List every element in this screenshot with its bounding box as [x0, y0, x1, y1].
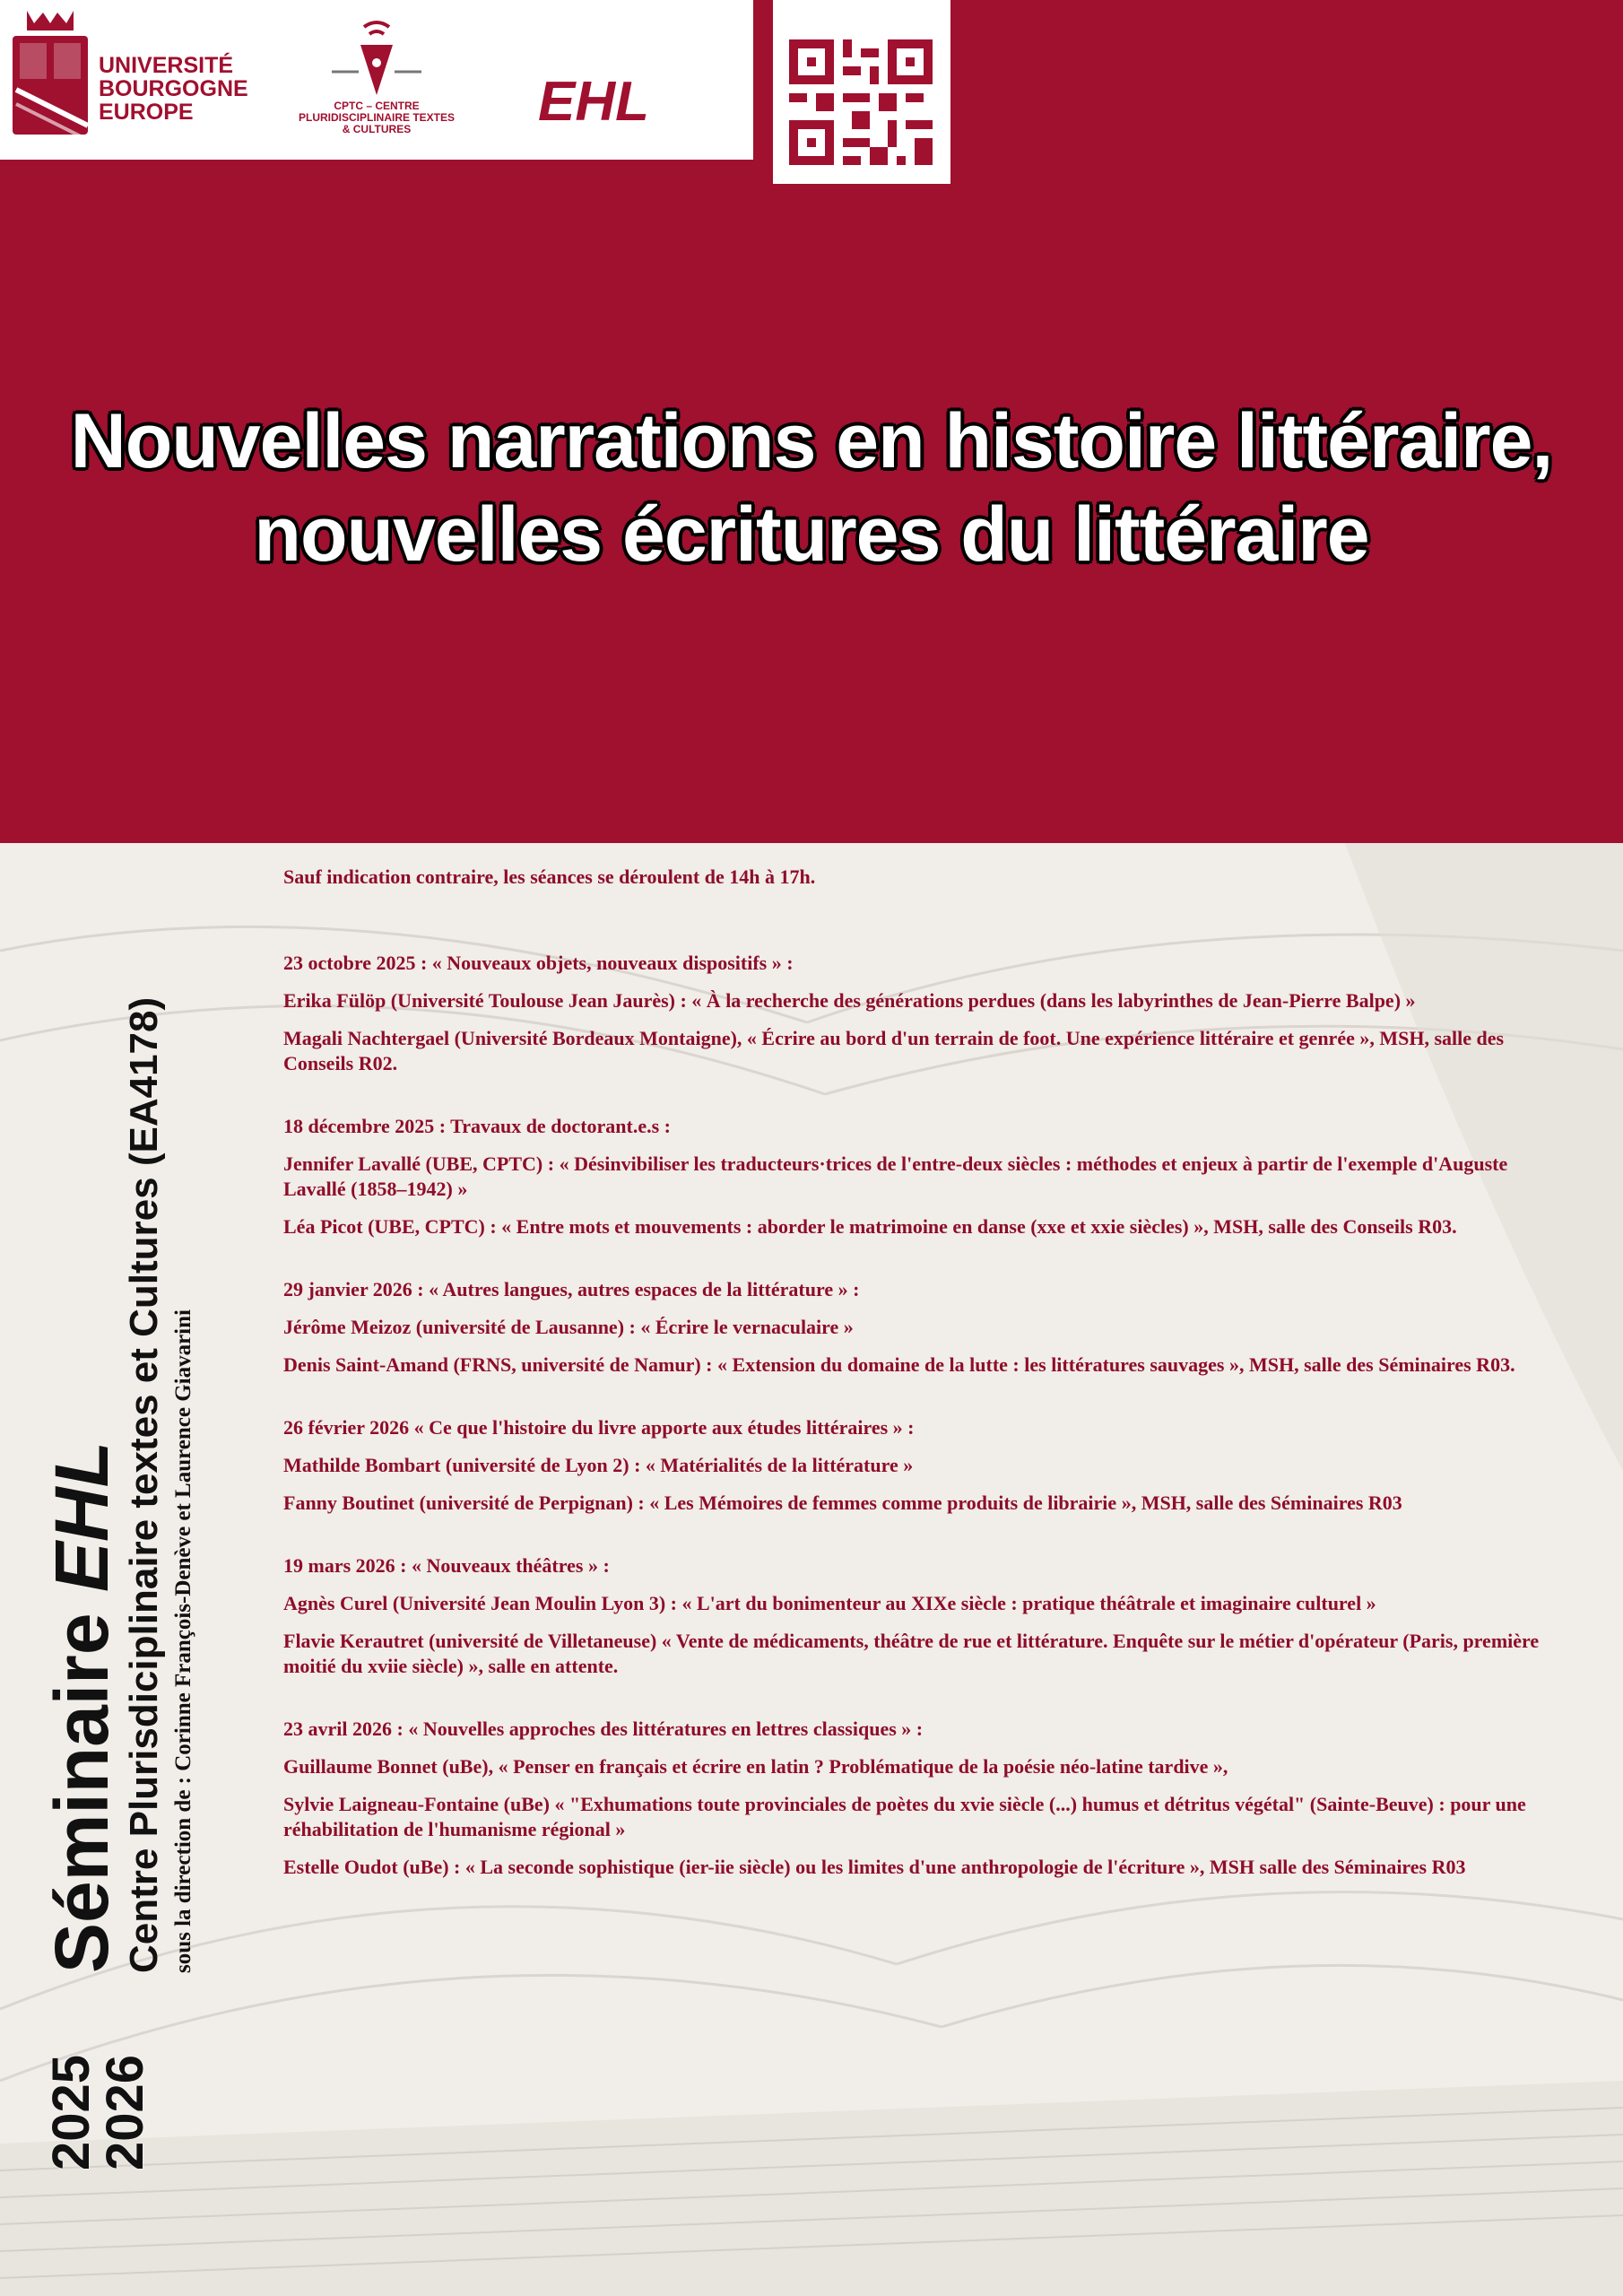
qr-code[interactable]: [773, 0, 950, 184]
talk-item: Denis Saint-Amand (FRNS, université de Namur) : « Extension du domaine de la lutte : les littératures sauvages », MSH, salle des Séminaires R03.: [283, 1353, 1515, 1376]
poster-title: [54, 395, 1569, 581]
seminar-word: Séminaire: [39, 1592, 124, 1973]
session-item: [283, 1415, 1575, 1516]
vertical-sidebar: [36, 735, 215, 2170]
crown-crest-icon: [7, 7, 93, 142]
schedule-note: Sauf indication contraire, les séances se déroulent de 14h à 17h.: [283, 865, 816, 888]
title-line-2: nouvelles écritures du littéraire: [254, 491, 1369, 578]
talk-item: Flavie Kerautret (université de Villetaneuse) « Vente de médicaments, théâtre de rue et littérature. Enquête sur le métier d'opérateur (Paris, première moitié du xviie siècle) », salle en attente.: [283, 1630, 1540, 1677]
talk-item: Agnès Curel (Université Jean Moulin Lyon 3) : « L'art du bonimenteur au XIXe siècle : pratique théâtrale et imaginaire culturel »: [283, 1592, 1376, 1614]
talk-item: Léa Picot (UBE, CPTC) : « Entre mots et mouvements : aborder le matrimoine en danse (xxe et xxie siècles) », MSH, salle des Conseils R03.: [283, 1215, 1457, 1238]
session-date: 23 octobre 2025 : « Nouveaux objets, nouveaux dispositifs » :: [283, 952, 794, 974]
talk-item: Magali Nachtergael (Université Bordeaux Montaigne), « Écrire au bord d'un terrain de foot. Une expérience littéraire et genrée », MSH, salle des Conseils R02.: [283, 1027, 1505, 1074]
session-item: [283, 1277, 1575, 1378]
session-item: [283, 1553, 1575, 1679]
programme: [283, 865, 1575, 1918]
title-line-1: Nouvelles narrations en histoire littéraire,: [70, 398, 1553, 484]
session-date: 29 janvier 2026 : « Autres langues, autres espaces de la littérature » :: [283, 1278, 860, 1300]
session-item: [283, 951, 1575, 1076]
talk-item: Mathilde Bombart (université de Lyon 2) : « Matérialités de la littérature »: [283, 1454, 914, 1476]
talk-item: Guillaume Bonnet (uBe), « Penser en français et écrire en latin ? Problématique de la poésie néo-latine tardive »,: [283, 1755, 1228, 1778]
talk-item: Fanny Boutinet (université de Perpignan) : « Les Mémoires de femmes comme produits de librairie », MSH, salle des Séminaires R03: [283, 1492, 1402, 1514]
session-date: 19 mars 2026 : « Nouveaux théâtres » :: [283, 1554, 610, 1577]
logo-bar: [0, 0, 753, 160]
seminar-ehl: EHL: [39, 1441, 124, 1593]
centre-name: Centre Plurisdiciplinaire textes et Cultures (EA4178): [122, 996, 166, 1973]
talk-item: Erika Fülöp (Université Toulouse Jean Jaurès) : « À la recherche des générations perdues (dans les labyrinthes de Jean-Pierre Balpe) »: [283, 989, 1416, 1012]
year-end: 2026: [96, 2054, 154, 2170]
year-start: 2025: [42, 2054, 100, 2170]
talk-item: Sylvie Laigneau-Fontaine (uBe) « "Exhumations toute provinciales de poètes du xvie siècle (...) humus et détritus végétal" (Sainte-Beuve) : pour une réhabilitation de l'humanisme régional »: [283, 1793, 1526, 1840]
years-badge: [42, 2054, 154, 2170]
direction-line: sous la direction de : Corinne François-Denève et Laurence Giavarini: [171, 1309, 195, 1973]
ehl-logo: EHL: [538, 71, 649, 133]
qr-code-icon: [789, 39, 933, 165]
cptc-name: CPTC – CENTRE PLURIDISCIPLINAIRE TEXTES & CULTURES: [298, 100, 456, 135]
university-name: UNIVERSITÉ BOURGOGNE EUROPE: [99, 53, 248, 125]
session-item: [283, 1717, 1575, 1880]
university-logo: [7, 7, 276, 142]
seminar-heading: [41, 1441, 122, 1973]
session-date: 18 décembre 2025 : Travaux de doctorant.e.s :: [283, 1115, 671, 1137]
talk-item: Jennifer Lavallé (UBE, CPTC) : « Désinvibiliser les traducteurs·trices de l'entre-deux siècles : méthodes et enjeux à partir de l'exemple d'Auguste Lavallé (1858–1942) »: [283, 1152, 1508, 1200]
talk-item: Jérôme Meizoz (université de Lausanne) : « Écrire le vernaculaire »: [283, 1316, 854, 1338]
pen-nib-icon: [296, 18, 457, 99]
cptc-logo: [296, 18, 457, 144]
session-date: 23 avril 2026 : « Nouvelles approches des littératures en lettres classiques » :: [283, 1718, 924, 1740]
talk-item: Estelle Oudot (uBe) : « La seconde sophistique (ier-iie siècle) ou les limites d'une anthropologie de l'écriture », MSH salle des Séminaires R03: [283, 1856, 1466, 1878]
session-item: [283, 1114, 1575, 1239]
session-date: 26 février 2026 « Ce que l'histoire du livre apporte aux études littéraires » :: [283, 1416, 915, 1439]
